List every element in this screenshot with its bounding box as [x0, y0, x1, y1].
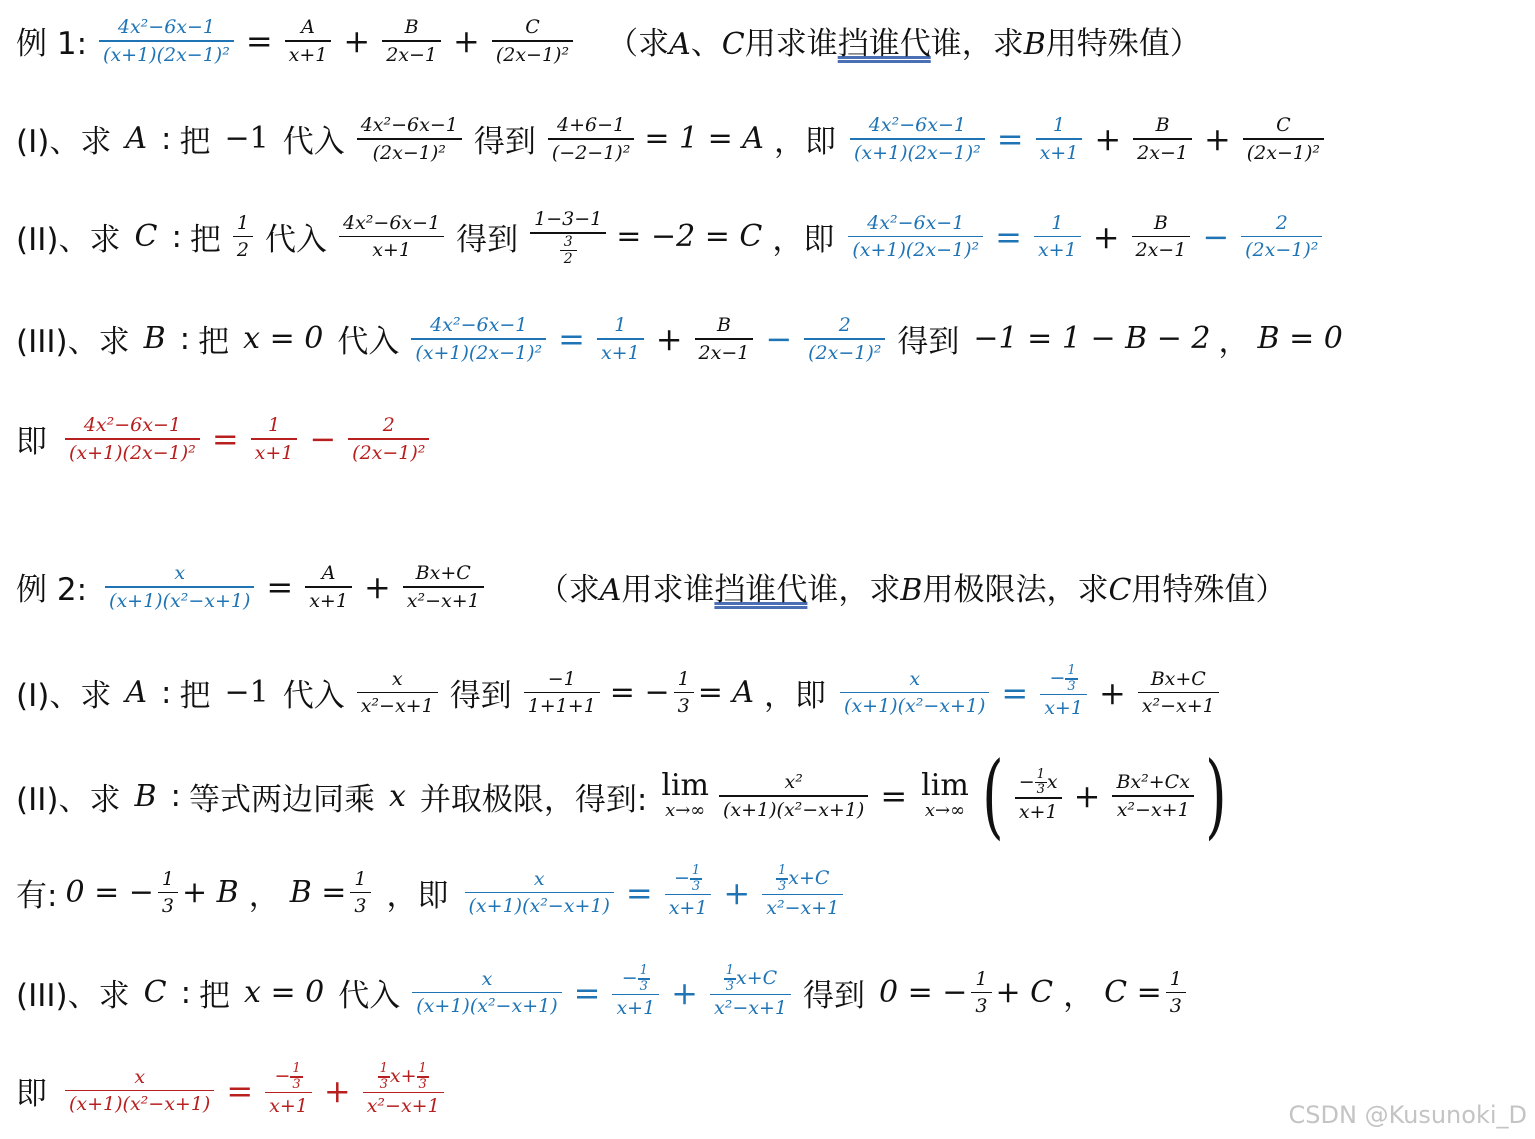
ex1-title: 例 1:	[16, 26, 88, 63]
ex2-have: 有: 0 = − $\frac{1}{3}$ + B ， B = $\frac{1}{3}$ ，即 $\frac{x}{\text{(x+1)(x²−x+1)}}$ = − $\frac{1}{3}$ x+1 + $\frac{1}{3}$ x+C x²−x+1	[16, 864, 847, 921]
ex2-step1: (I)、求 A : 把 −1 代入 $\frac{x}{\text{x²−x+1}}$ 得到 $\frac{-1}{1+1+1}$ = − $\frac{1}{3}$ = A ，即 $\frac{x}{\text{(x+1)(x²−x+1)}}$ = − $\frac{1}{3}$ x+1 + $\frac{Bx+C}{\text{x²−x+1}}$	[16, 664, 1223, 721]
ex1-lhs: $\frac{\text{4x²−6x−1}}{\text{(x+1)(2x−1)²}}$	[99, 14, 234, 68]
ex1-term-b: $\frac{B}{2x-1}$	[382, 14, 441, 68]
ex1-step2: (II)、求 C : 把 $\frac{1}{2}$ 代入 $\frac{\text{4x²−6x−1}}{x+1}$ 得到 $\frac{1-3-1}{\frac{3}{2}}$ = −2 = C ，即 $\frac{\text{4x²−6x−1}}{\text{(x+1)(2x−1)²}}$ = $\frac{1}{x+1}$ + $\frac{B}{2x-1}$ − $\frac{2}{\text{(2x−1)²}}$	[16, 206, 1326, 267]
ex2-title: 例 2:	[16, 572, 88, 609]
ex1-header: 例 1: $\frac{\text{4x²−6x−1}}{\text{(x+1)(2x−1)²}}$ = $\frac{A}{x+1}$ + $\frac{B}{2x-1}$ + $\frac{C}{\text{(2x−1)²}}$ （求A、C用求谁挡谁代谁，求B用特殊值）	[16, 16, 1201, 66]
ex1-step1: (I)、求 A : 把 −1 代入 $\frac{\text{4x²−6x−1}}{\text{(2x−1)²}}$ 得到 $\frac{4+6-1}{\text{(−2−1)²}}$ = 1 = A ，即 $\frac{\text{4x²−6x−1}}{\text{(x+1)(2x−1)²}}$ = $\frac{1}{x+1}$ + $\frac{B}{2x-1}$ + $\frac{C}{\text{(2x−1)²}}$	[16, 112, 1328, 166]
ex1-step3: (III)、求 B : 把 x = 0 代入 $\frac{\text{4x²−6x−1}}{\text{(x+1)(2x−1)²}}$ = $\frac{1}{x+1}$ + $\frac{B}{2x-1}$ − $\frac{2}{\text{(2x−1)²}}$ 得到 −1 = 1 − B − 2 ， B = 0	[16, 314, 1343, 364]
ex1-term-a: $\frac{A}{x+1}$	[285, 14, 332, 68]
watermark: CSDN @Kusunoki_D	[1288, 1101, 1527, 1129]
ex2-note: （求A用求谁挡谁代谁，求B用极限法，求C用特殊值）	[537, 572, 1287, 609]
ex1-note: （求A、C用求谁挡谁代谁，求B用特殊值）	[607, 26, 1201, 63]
ex2-step2: (II)、求 B : 等式两边同乘 x 并取极限，得到: lim x→∞ $\frac{\text{x²}}{\text{(x+1)(x²−x+1)}}$ = lim x→∞ ( − $\frac{1}{3}$ x x+1 + $\frac{\text{Bx²+Cx}}{\text{x²−x+1}}$ )	[16, 742, 1227, 849]
limit-right: lim x→∞	[921, 768, 969, 821]
ex2-header: 例 2: $\frac{x}{\text{(x+1)(x²−x+1)}}$ = $\frac{A}{x+1}$ + $\frac{Bx+C}{\text{x²−x+1}}$ （求A用求谁挡谁代谁，求B用极限法，求C用特殊值）	[16, 562, 1287, 612]
ex2-step3: (III)、求 C : 把 x = 0 代入 $\frac{x}{\text{(x+1)(x²−x+1)}}$ = − $\frac{1}{3}$ x+1 + $\frac{1}{3}$ x+C x²−x+1 得到 0 = − $\frac{1}{3}$ + C ， C = $\frac{1}{3}$	[16, 964, 1190, 1021]
limit-left: lim x→∞	[661, 768, 709, 821]
ex1-final: 即 $\frac{\text{4x²−6x−1}}{\text{(x+1)(2x−1)²}}$ = $\frac{1}{x+1}$ − $\frac{2}{\text{(2x−1)²}}$	[16, 412, 433, 466]
ex1-term-c: $\frac{C}{\text{(2x−1)²}}$	[492, 14, 573, 68]
ex2-final: 即 $\frac{x}{\text{(x+1)(x²−x+1)}}$ = − $\frac{1}{3}$ x+1 + $\frac{1}{3}$ x+ $\frac{1}{3}$ x²−x+1	[16, 1062, 448, 1119]
